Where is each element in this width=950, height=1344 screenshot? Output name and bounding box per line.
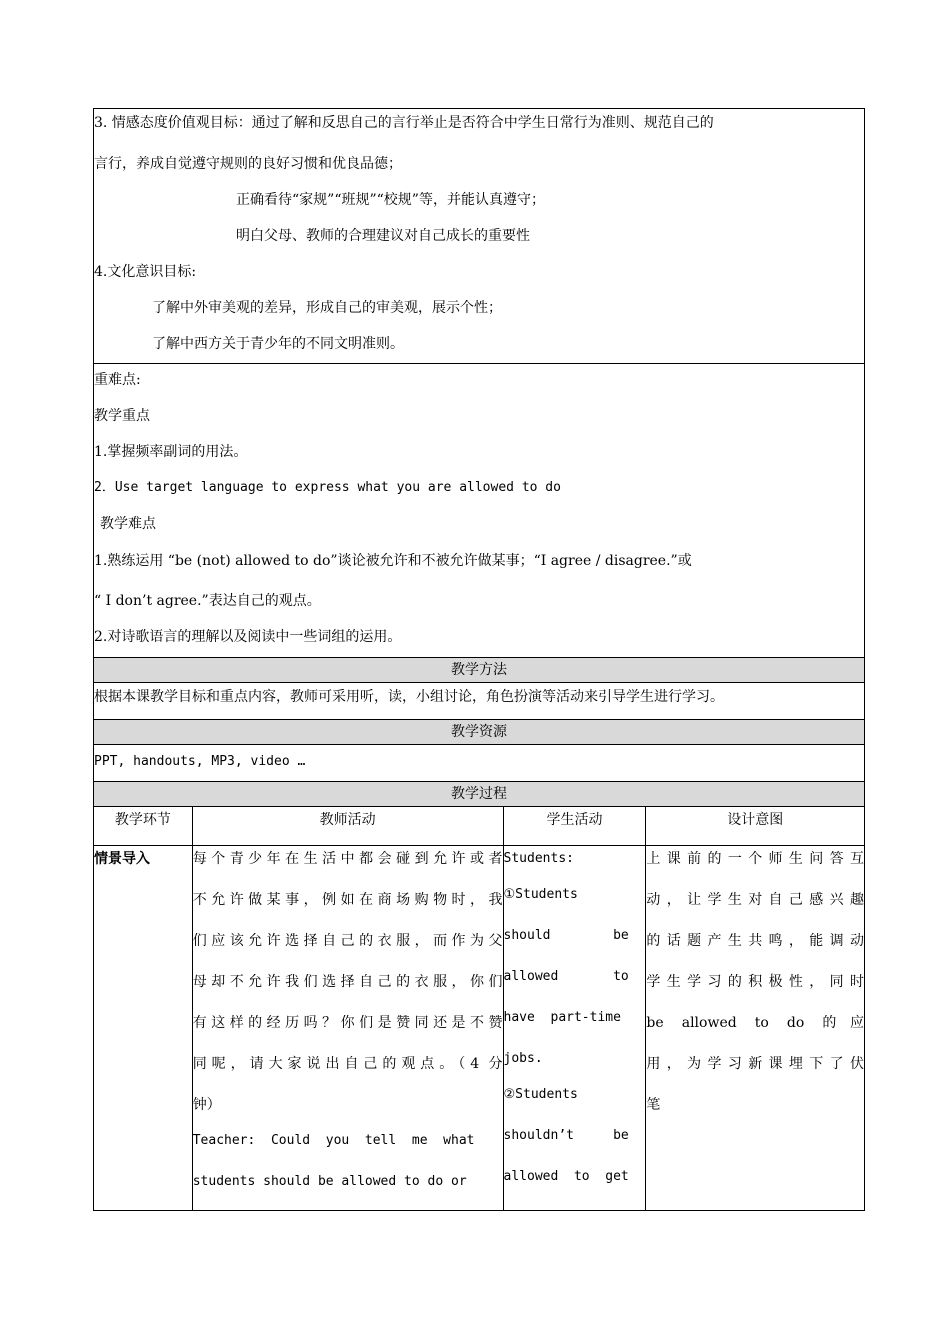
student-line: allowed to [503,969,629,984]
student-line: ②Students [503,1087,578,1102]
teacher-line: 每个青少年在生活中都会碰到允许或者 [192,851,503,867]
teacher-line: 钟） [192,1097,221,1113]
student-line: Students: [503,851,574,866]
student-line: should be [503,928,629,943]
teaching-focus-2: 2．Use target language to express what you are allowed to do [94,480,561,495]
key-points-section [94,364,865,658]
student-line: jobs. [503,1051,543,1066]
teacher-line: students should be allowed to do or [192,1174,467,1189]
resources-text: PPT, handouts, MP3, video … [94,745,865,782]
intent-line: 笔 [646,1097,661,1113]
intent-line: 学生学习的积极性，同时 [646,974,864,990]
affective-objective-item-1: 正确看待“家规”“班规”“校规”等，并能认真遵守； [236,192,545,208]
teaching-focus-1: 1.掌握频率副词的用法。 [94,444,248,460]
culture-objective-item-2: 了解中西方关于青少年的不同文明准则。 [152,336,404,352]
affective-objective-title: 3. 情感态度价值观目标：通过了解和反思自己的言行举止是否符合中学生日常行为准则、规范自己的 [94,115,714,131]
affective-objective-item-2: 明白父母、教师的合理建议对自己成长的重要性 [236,228,530,244]
teacher-line: Teacher: Could you tell me what [192,1133,475,1148]
teaching-difficulty-title: 教学难点 [100,516,156,532]
stage-label: 情景导入 [94,851,150,867]
culture-objective-title: 4.文化意识目标: [94,264,197,280]
intent-line: be allowed to do 的应 [646,1015,864,1031]
teaching-focus-title: 教学重点 [94,408,150,424]
intent-line: 的话题产生共鸣，能调动 [646,933,864,949]
teaching-difficulty-1: 1.熟练运用 “be (not) allowed to do”谈论被允许和不被允许做某事；“I agree / disagree.”或 [94,553,692,569]
column-header-design-intent: 设计意图 [646,807,865,846]
key-points-heading: 重难点: [94,372,141,388]
student-line: ①Students [503,887,578,902]
lesson-plan-table [93,108,865,1211]
teacher-line: 们应该允许选择自己的衣服，而作为父 [192,933,503,949]
student-line: shouldn’t be [503,1128,629,1143]
objectives-section [94,109,865,364]
student-activity-cell [503,846,646,1211]
intent-line: 动，让学生对自己感兴趣 [646,892,864,908]
method-text: 根据本课教学目标和重点内容，教师可采用听，读，小组讨论，角色扮演等活动来引导学生进行学习。 [94,683,865,720]
stage-cell [94,846,193,1211]
intent-line: 上课前的一个师生问答互 [646,851,864,867]
process-heading: 教学过程 [94,782,865,807]
teacher-line: 同呢，请大家说出自己的观点。（4 分 [192,1056,503,1072]
column-header-student-activity: 学生活动 [503,807,646,846]
teaching-difficulty-1-continuation: “ I don’t agree.”表达自己的观点。 [94,593,321,609]
teacher-line: 不允许做某事，例如在商场购物时，我 [192,892,503,908]
affective-objective-continuation: 言行，养成自觉遵守规则的良好习惯和优良品德； [94,156,402,172]
teacher-activity-cell [192,846,503,1211]
student-line: allowed to get [503,1169,629,1184]
teacher-line: 有这样的经历吗？你们是赞同还是不赞 [192,1015,503,1031]
intent-line: 用，为学习新课埋下了伏 [646,1056,864,1072]
process-row [94,846,865,1211]
design-intent-cell [646,846,865,1211]
resources-heading: 教学资源 [94,720,865,745]
student-line: have part-time [503,1010,621,1025]
culture-objective-item-1: 了解中外审美观的差异，形成自己的审美观，展示个性； [152,300,502,316]
teaching-difficulty-2: 2.对诗歌语言的理解以及阅读中一些词组的运用。 [94,629,402,645]
teacher-line: 母却不允许我们选择自己的衣服，你们 [192,974,503,990]
column-header-stage: 教学环节 [94,807,193,846]
column-header-teacher-activity: 教师活动 [192,807,503,846]
method-heading: 教学方法 [94,658,865,683]
